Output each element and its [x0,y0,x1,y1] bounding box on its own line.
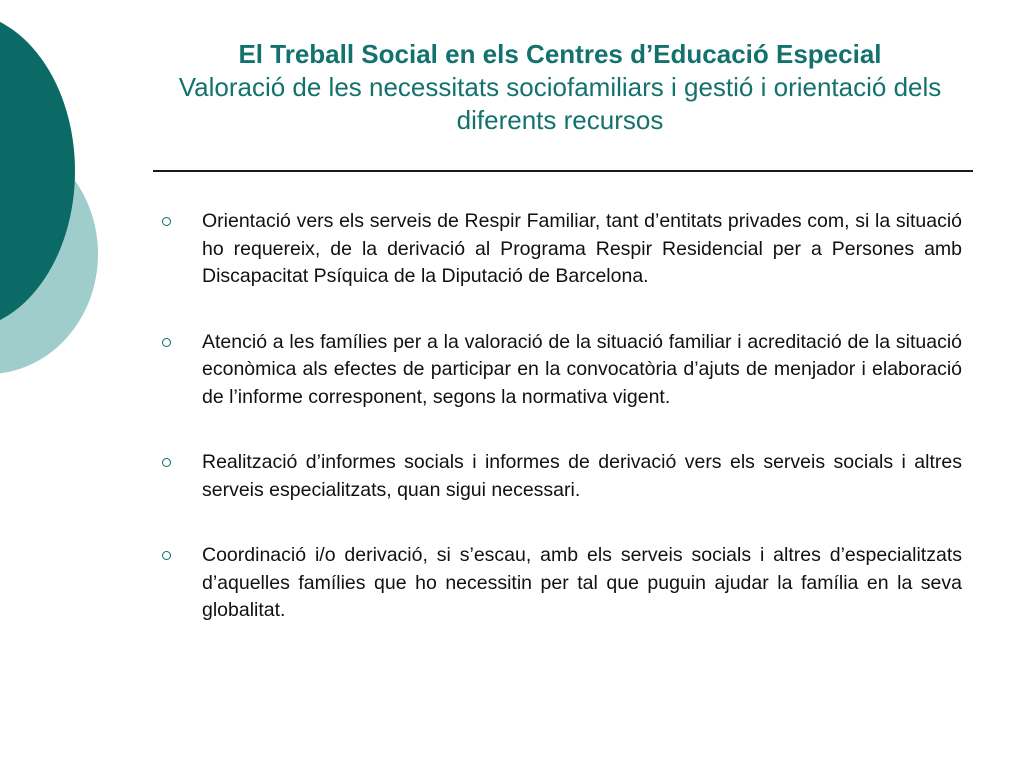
bullet-text: Realització d’informes socials i informes de derivació vers els serveis socials i altres serveis especialitzats, quan sigui necessari. [202,451,962,501]
bullet-item [162,449,962,504]
slide-title [160,38,960,137]
bullet-item [162,208,962,291]
bullet-circle-icon [162,551,171,560]
slide-title-main: El Treball Social en els Centres d’Educació Especial [238,39,882,69]
bullet-circle-icon [162,338,171,347]
bullet-circle-icon [162,458,171,467]
bullet-item [162,542,962,625]
bullet-item [162,329,962,412]
bullet-list [162,208,962,663]
title-divider [153,170,973,172]
slide-subtitle: Valoració de les necessitats sociofamiliars i gestió i orientació dels diferents recursos [178,72,942,135]
bullet-text: Coordinació i/o derivació, si s’escau, amb els serveis socials i altres d’especialitzats d’aquelles famílies que ho necessitin per tal que puguin ajudar la família en la seva globalitat. [202,544,962,621]
bullet-text: Orientació vers els serveis de Respir Familiar, tant d’entitats privades com, si la situació ho requereix, de la derivació al Programa Respir Residencial per a Persones amb Discapacitat Psíquica de la Diputació de Barcelona. [202,210,962,287]
bullet-circle-icon [162,217,171,226]
bullet-text: Atenció a les famílies per a la valoració de la situació familiar i acreditació de la situació econòmica als efectes de participar en la convocatòria d’ajuts de menjador i elaboració de l’informe corresponent, segons la normativa vigent. [202,330,962,408]
